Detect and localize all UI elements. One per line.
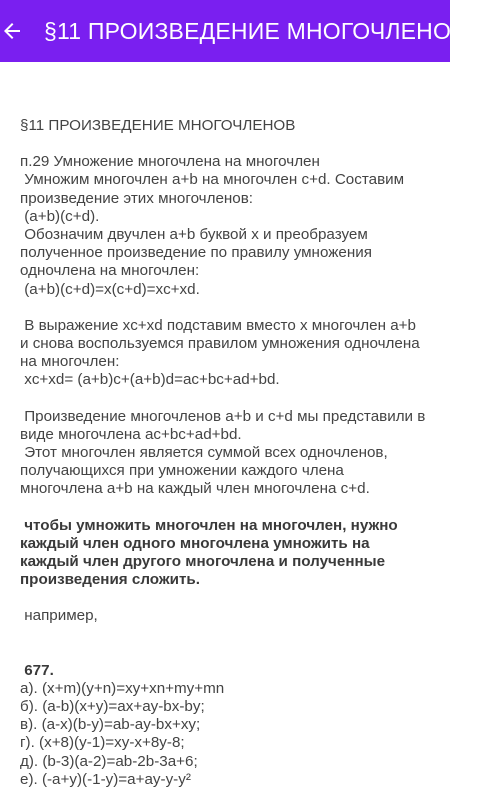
page-title: §11 ПРОИЗВЕДЕНИЕ МНОГОЧЛЕНОВ [44,17,467,44]
article-content [0,62,450,789]
exercise-item: в). (a-x)(b-y)=ab-ay-bx+xy; [20,716,201,734]
paragraph-result: Произведение многочленов a+b и c+d мы представили в виде многочлена ac+bc+ad+bd. Этот многочлен является суммой всех одночленов, получающихся при умножении каждого члена многочлена a+b на каждый член многочлена c+d. [20,407,426,498]
app-bar [0,0,467,62]
exercise-item: а). (x+m)(y+n)=xy+xn+my+mn [20,679,225,697]
more-vert-icon [467,19,491,43]
exercise-item: д). (b-3)(a-2)=ab-2b-3a+6; [20,752,198,770]
more-options-button[interactable] [467,0,491,62]
exercise-item: б). (a-b)(x+y)=ax+ay-bx-by; [20,698,205,716]
exercise-number: 677. [20,661,54,679]
example-label: например, [20,607,98,625]
paragraph-multiplication: п.29 Умножение многочлена на многочлен Умножим многочлен a+b на многочлен c+d. Составим произведение этих многочленов: (a+b)(c+d). Обозначим двучлен a+b буквой x и преобразуем полученное произведение по правилу умножения одночлена на многочлен: (a+b)(c+d)=x(c+d)=xc+xd. [20,153,405,298]
exercise-item: г). (x+8)(y-1)=xy-x+8y-8; [20,734,185,752]
back-button[interactable] [0,0,24,62]
rule-text: чтобы умножить многочлен на многочлен, нужно каждый член одного многочлена умножить на каждый член другого многочлена и полученные произведения сложить. [20,516,402,589]
exercise-item: е). (-a+y)(-1-y)=a+ay-y-y² [20,770,191,788]
arrow-left-icon [0,19,24,43]
paragraph-substitution: В выражение xc+xd подставим вместо x многочлен a+b и снова воспользуемся правилом умножения одночлена на многочлен: xc+xd= (a+b)c+(a+b)d=ac+bc+ad+bd. [20,316,420,389]
section-heading: §11 ПРОИЗВЕДЕНИЕ МНОГОЧЛЕНОВ [20,117,296,134]
